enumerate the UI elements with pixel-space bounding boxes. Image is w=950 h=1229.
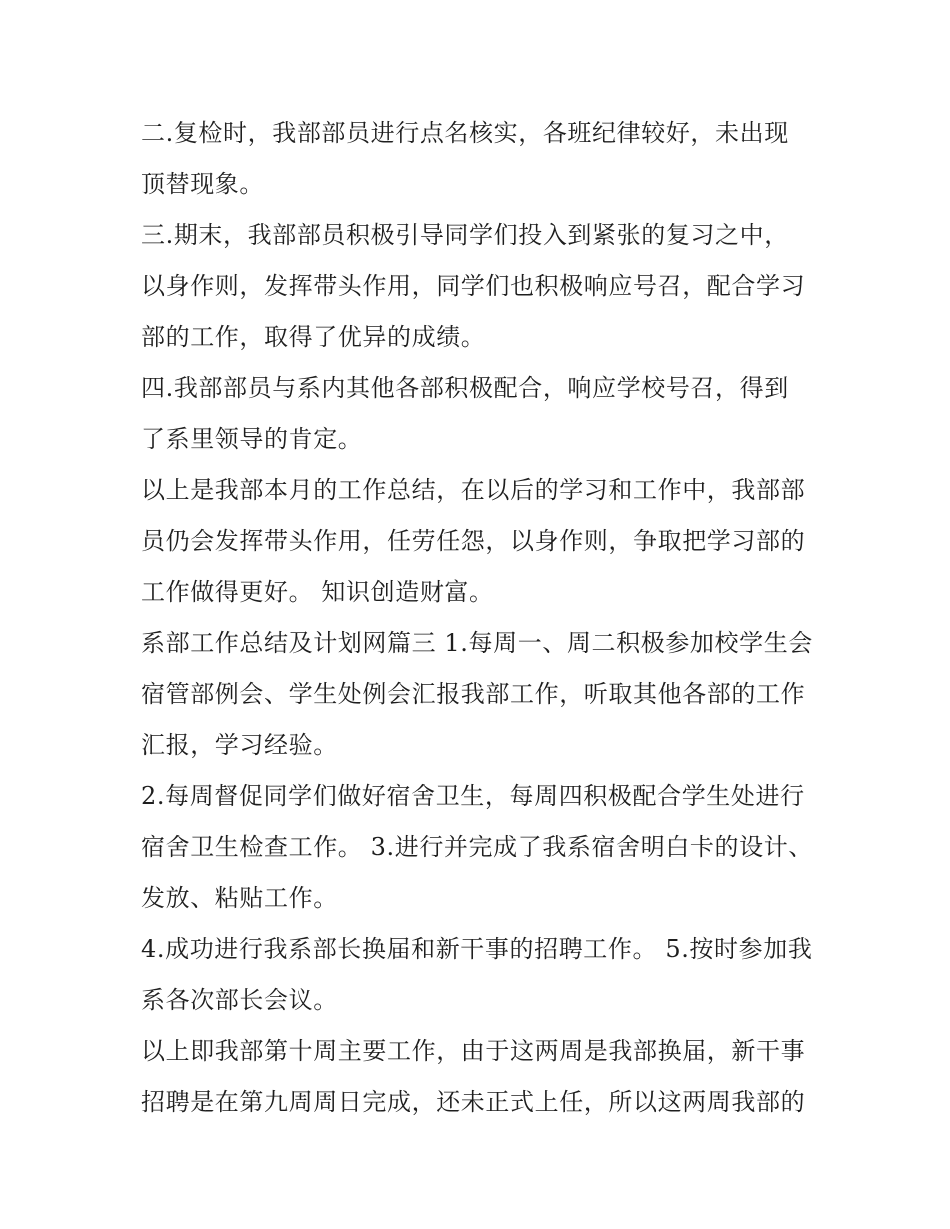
text-line: 宿舍卫生检查工作。 3.进行并完成了我系宿舍明白卡的设计、 (141, 833, 813, 861)
text-line: 四.我部部员与系内其他各部积极配合，响应学校号召，得到 (141, 374, 789, 402)
document-body (141, 108, 821, 1128)
text-line: 二.复检时，我部部员进行点名核实，各班纪律较好，未出现 (141, 119, 789, 147)
paragraph-recruitment (141, 924, 821, 1026)
text-line: 员仍会发挥带头作用，任劳任怨，以身作则，争取把学习部的 (141, 527, 806, 555)
paragraph-recheck (141, 108, 821, 210)
text-line: 了系里领导的肯定。 (141, 425, 363, 453)
text-line: 以上是我部本月的工作总结，在以后的学习和工作中，我部部 (141, 476, 806, 504)
text-line: 以身作则，发挥带头作用，同学们也积极响应号召，配合学习 (141, 272, 806, 300)
text-line: 2.每周督促同学们做好宿舍卫生，每周四积极配合学生处进行 (141, 782, 805, 810)
paragraph-week-ten (141, 1026, 821, 1128)
text-line: 顶替现象。 (141, 170, 264, 198)
paragraph-monthly-summary (141, 465, 821, 618)
text-line: 招聘是在第九周周日完成，还未正式上任，所以这两周我部的 (141, 1088, 806, 1116)
text-line: 系部工作总结及计划网篇三 1.每周一、周二积极参加校学生会 (141, 629, 813, 657)
text-line: 部的工作，取得了优异的成绩。 (141, 323, 486, 351)
text-line: 汇报，学习经验。 (141, 731, 338, 759)
text-line: 4.成功进行我系部长换届和新干事的招聘工作。 5.按时参加我 (141, 935, 813, 963)
paragraph-cooperation (141, 363, 821, 465)
text-line: 三.期末，我部部员积极引导同学们投入到紧张的复习之中， (141, 221, 789, 249)
paragraph-dorm-hygiene (141, 771, 821, 924)
paragraph-article-three (141, 618, 821, 771)
text-line: 宿管部例会、学生处例会汇报我部工作，听取其他各部的工作 (141, 680, 806, 708)
text-line: 工作做得更好。 知识创造财富。 (141, 578, 494, 606)
text-line: 发放、粘贴工作。 (141, 884, 338, 912)
text-line: 以上即我部第十周主要工作，由于这两周是我部换届，新干事 (141, 1037, 806, 1065)
text-line: 系各次部长会议。 (141, 986, 338, 1014)
paragraph-final-term (141, 210, 821, 363)
